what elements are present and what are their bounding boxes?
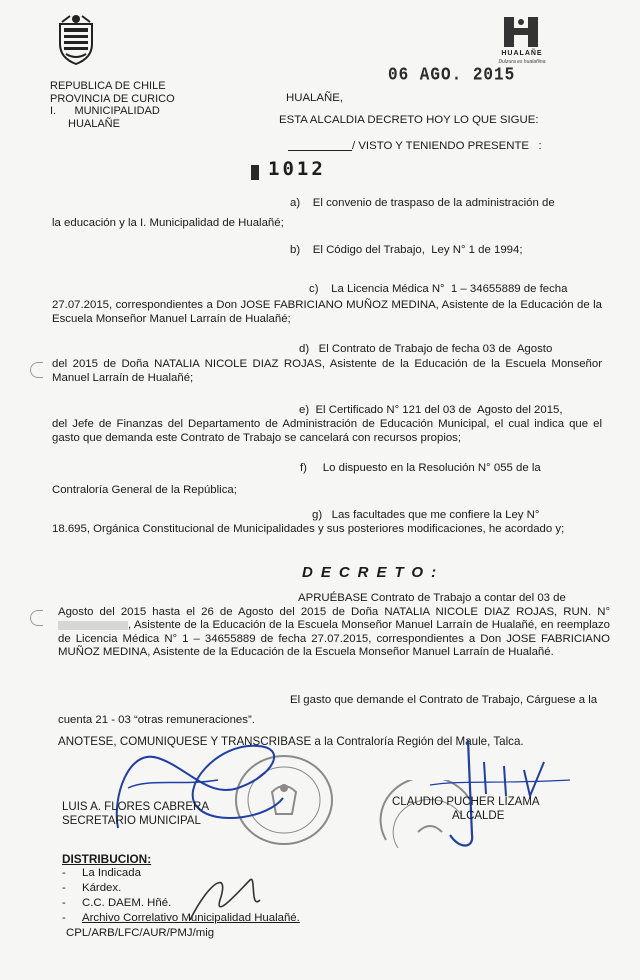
place-label: HUALAÑE,	[286, 92, 343, 104]
redacted-run	[58, 621, 128, 630]
logo-name: HUALAÑE	[501, 50, 543, 57]
gasto-block	[58, 693, 610, 727]
number-mark	[251, 165, 259, 180]
hualane-logo-icon	[500, 15, 542, 49]
clause-e-first: e) El Certificado N° 121 del 03 de Agosto del 2015,	[299, 404, 563, 416]
secretary-title: SECRETARIO MUNICIPAL	[62, 815, 201, 827]
clause-c	[52, 282, 602, 326]
mayor-name: CLAUDIO PUCHER LIZAMA	[392, 796, 540, 808]
resolution-first: APRUÉBASE Contrato de Trabajo a contar del 03 de	[298, 592, 566, 604]
secretary-signature-icon	[88, 728, 308, 848]
distribution-item: - Archivo Correlativo Municipalidad Hualañé.	[62, 912, 300, 924]
clause-f-rest: Contraloría General de la República;	[52, 484, 237, 496]
clause-e-rest: del Jefe de Finanzas del Departamento de Administración de Educación Municipal, el cual indica que el gasto que demanda este Contrato de Trabajo se cancelará con recursos propios;	[52, 418, 602, 444]
clause-c-rest: 27.07.2015, correspondientes a Don JOSE FABRICIANO MUÑOZ MEDINA, Asistente de la Educación de la Escuela Monseñor Manuel Larraín de Hualañé;	[52, 299, 602, 325]
anotese-line: ANOTESE, COMUNIQUESE Y TRANSCRIBASE a la Contraloría Región del Maule, Talca.	[58, 735, 524, 748]
clause-d-first: d) El Contrato de Trabajo de fecha 03 de Agosto	[299, 343, 553, 355]
resolution-rest2: , Asistente de la Educación de la Escuela Monseñor Manuel Larraín de Hualañé, en reemplazo de Licencia Médica N° 1 – 34655889 de fecha 27.07.2015, correspondientes a Don JOSE FABRICIANO MUÑOZ MEDINA, Asistente de la Educación de la Escuela Monseñor Manuel Larraín de Hualañé.	[58, 619, 610, 659]
resolution-body	[58, 606, 610, 660]
resolution-rest: Agosto del 2015 hasta el 26 de Agosto del 2015 de Doña NATALIA NICOLE DIAZ ROJAS, RUN. N°	[58, 605, 610, 618]
distribution-item: - Kárdex.	[62, 882, 122, 894]
secretary-name: LUIS A. FLORES CABRERA	[62, 801, 209, 813]
clause-e	[52, 403, 602, 445]
republic-block	[50, 80, 175, 130]
clause-g-first: g) Las facultades que me confiere la Ley N°	[312, 509, 540, 521]
date-stamp: 06 AGO. 2015	[388, 64, 516, 86]
decreto-title: DECRETO:	[302, 564, 445, 581]
clause-f	[52, 461, 602, 497]
clause-f-first: f) Lo dispuesto en la Resolución N° 055 de la	[300, 462, 541, 474]
municipality-line: I. MUNICIPALIDAD	[50, 105, 160, 117]
clause-b: b) El Código del Trabajo, Ley N° 1 de 1994;	[290, 244, 523, 256]
distribution-item: - C.C. DAEM. Hñé.	[62, 897, 172, 909]
alcaldia-line: ESTA ALCALDIA DECRETO HOY LO QUE SIGUE:	[279, 114, 539, 126]
resolution	[58, 592, 610, 660]
clause-g-rest: 18.695, Orgánica Constitucional de Municipalidades y sus posteriores modificaciones, he acordado y;	[52, 523, 565, 535]
clause-d	[52, 342, 602, 385]
province-line: PROVINCIA DE CURICO	[50, 92, 175, 105]
distribution-initials: CPL/ARB/LFC/AUR/PMJ/mig	[66, 927, 215, 939]
punch-hole	[30, 362, 43, 378]
visto-blank-line	[288, 150, 352, 151]
gasto-first: El gasto que demande el Contrato de Trabajo, Cárguese a la	[290, 694, 598, 706]
mayor-title: ALCALDE	[452, 810, 505, 822]
clause-g	[52, 508, 602, 536]
decree-number: 1012	[268, 158, 326, 180]
clause-a	[52, 196, 602, 230]
clause-a-rest: la educación y la I. Municipalidad de Hualañé;	[52, 217, 284, 229]
clause-a-first: a) El convenio de traspaso de la administración de	[290, 197, 555, 209]
visto-line: / VISTO Y TENIENDO PRESENTE :	[352, 140, 542, 152]
distribution-item: - La Indicada	[62, 867, 141, 879]
punch-hole	[30, 610, 43, 626]
republic-line: REPUBLICA DE CHILE	[50, 80, 166, 92]
coat-of-arms-icon	[56, 14, 96, 66]
clause-c-first: c) La Licencia Médica N° 1 – 34655889 de fecha	[309, 283, 568, 295]
municipality-name: HUALAÑE	[68, 117, 120, 130]
clause-d-rest: del 2015 de Doña NATALIA NICOLE DIAZ ROJAS, Asistente de la Educación de la Escuela Monseñor Manuel Larraín de Hualañé;	[52, 358, 602, 384]
logo-tagline: Dulzura es hualañina	[498, 59, 546, 65]
initials-scribble-icon	[180, 860, 270, 930]
gasto-rest: cuenta 21 - 03 “otras remuneraciones”.	[58, 714, 255, 726]
distribution-heading: DISTRIBUCION:	[62, 852, 152, 866]
